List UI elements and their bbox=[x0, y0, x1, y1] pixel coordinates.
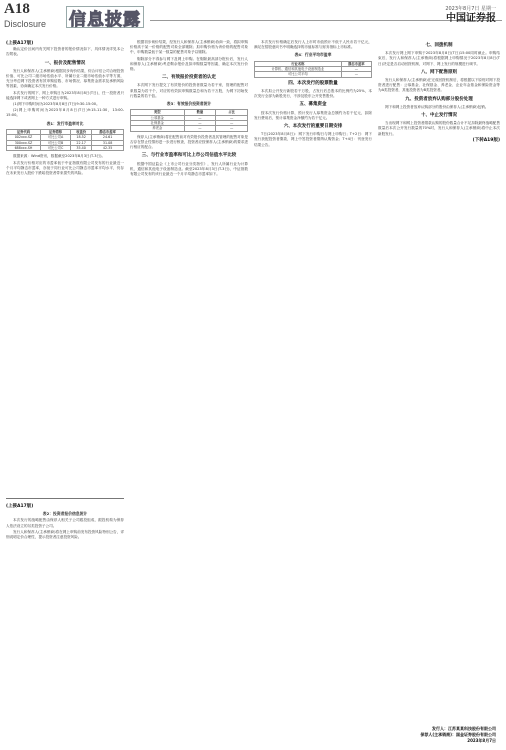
paragraph: 本次发行网上网下申购于2023年8月8日(T日)15:00同时截止。申购结束后，发行人和保荐人(主承销商)将根据网上申购情况于2023年8月8日(T日)决定是否启动回拨机制，对网下、网上发行的规模进行调节。 bbox=[378, 51, 500, 66]
table-cell: 002xxx.SZ bbox=[7, 135, 41, 140]
paragraph: 发行人和保荐人(主承销商)在完成回拨机制后，将根据以下原则对网下投资者进行配售：公募基金、社保基金、养老金、企业年金基金和保险资金等为A类投资者，其他投资者为B类投资者。 bbox=[378, 78, 500, 93]
table-cell: 可比公司B bbox=[40, 140, 70, 145]
table-header-cell: 静态市盈率 bbox=[341, 61, 371, 66]
paragraph: 根据初步询价结果，经发行人和保荐人(主承销商)协商一致，将拟申购价格高于某一价格的配售对象全部剔除；拟申购价格为该价格的配售对象中，申购数量低于某一数量的配售对象予以剔除。 bbox=[130, 40, 248, 55]
paragraph: 本次拟公开发行新股若干万股，占发行后总股本的比例约为25%，本次发行全部为新股发行，不涉及股东公开发售股份。 bbox=[254, 89, 372, 99]
subheading: 八、网下配售原则 bbox=[421, 69, 457, 75]
continued-marker: (上接A17版) bbox=[6, 504, 34, 509]
paragraph: 本次网下发行提交了有效报价的投资者数量为若干家，管理的配售对象数量为若干个，对应的有效拟申购数量总和为若干万股，为网下初始发行数量的若干倍。 bbox=[130, 83, 248, 98]
subheading: 三、与行业市盈率和可比上市公司估值水平比较 bbox=[141, 153, 237, 159]
masthead: 中国证券报 bbox=[446, 13, 496, 24]
subheading: 十、中止发行情况 bbox=[421, 113, 457, 119]
subheading: 七、回拨机制 bbox=[425, 43, 453, 48]
continued-marker: (上接A17版) bbox=[6, 41, 34, 46]
table-cell: — bbox=[184, 121, 216, 126]
industry-pe-table bbox=[254, 61, 372, 78]
table-cell: 24.61 bbox=[92, 135, 124, 140]
paragraph: 按本次发行价格计算，预计发行人募集资金总额约为若干亿元，扣除发行费用后，预计募集资金净额约为若干亿元。 bbox=[254, 110, 372, 120]
subheading: 九、投资者放弃认购部分股份处理 bbox=[405, 96, 473, 102]
table-header-cell: 证券代码 bbox=[7, 129, 41, 134]
paragraph: 保荐人(主承销商)将在配售前对有效报价投资者及其管理的配售对象是否存在禁止性情形进一步进行核查，投资者应按保荐人(主承销商)的要求进行相应的配合。 bbox=[130, 134, 248, 150]
table-row bbox=[255, 72, 372, 77]
table-cell: 42.35 bbox=[92, 146, 124, 151]
table-cell: 22.17 bbox=[71, 140, 92, 145]
table-header-cell: 类型 bbox=[131, 110, 185, 115]
table-note: 数据来源：Wind资讯，数据截至2023年8月3日(T-3日)。 bbox=[13, 154, 106, 159]
paragraph: 本次发行价格对应的市盈率低于中证指数有限公司发布的行业最近一个月平均静态市盈率，亦低于同行业可比公司静态市盈率平均水平，仍存在未来发行人股价下跌给投资者带来损失的风险。 bbox=[6, 160, 124, 176]
subheading: 五、募集资金 bbox=[299, 102, 327, 108]
paragraph: 网下和网上投资者放弃认购部分的股份由保荐人(主承销商)包销。 bbox=[385, 104, 489, 109]
table-cell: 可比公司C bbox=[40, 146, 70, 151]
table-cell: — bbox=[341, 72, 371, 77]
investor-table bbox=[130, 109, 248, 132]
paragraph: T日(2023年8月8日)：网下发行申购日与网上申购日；T+2日：网下发行获配投资者缴款，网上中签投资者缴纳认购资金；T+4日：刊登发行结果公告。 bbox=[254, 132, 372, 147]
table-cell: 18.52 bbox=[71, 135, 92, 140]
table-cell: — bbox=[184, 126, 216, 131]
table-cell: 养老金 bbox=[131, 126, 185, 131]
paragraph: (2)网上申购时间为2023年8月8日(T日)9:15-11:30，13:00-15:00。 bbox=[6, 108, 124, 118]
table-header-cell: 行业名称 bbox=[255, 61, 342, 66]
paragraph: 发行人和保荐人(主承销商)根据初步询价结果，综合评估公司合理投资价值、可比公司二级市场估值水平、所属行业二级市场估值水平等方面，充分考虑网下投资者有效申购倍数、市场情况、募集资金需求及承销风险等因素，协商确定本次发行价格。 bbox=[6, 68, 124, 89]
table-row bbox=[7, 146, 124, 151]
table-cell: 公募基金 bbox=[131, 115, 185, 120]
paragraph: 发行人和保荐人(主承销商)将在网上申购前发布投资风险特别公告，详细说明定价合理性，提示投资者注意投资风险。 bbox=[6, 529, 124, 540]
table-cell: 可比公司A bbox=[40, 135, 70, 140]
paragraph: 剔除部分不得参与网下及网上申购。在剔除最高部分报价后，发行人和保荐人(主承销商)考虑剩余报价及拟申购数量等因素，确定本次发行价格。 bbox=[130, 56, 248, 72]
table-title: 表1：发行市盈率对比 bbox=[46, 120, 84, 126]
table-cell: 300xxx.SZ bbox=[7, 140, 41, 145]
footer-date: 2023年8月7日 bbox=[467, 738, 496, 743]
table-cell: 31.08 bbox=[92, 140, 124, 145]
table-cell: — bbox=[216, 115, 248, 120]
paragraph: 根据中国证监会《上市公司行业分类指引》，发行人所属行业为计算机、通信和其他电子设备制造业。截至2023年8月3日(T-3日)，中证指数有限公司发布的该行业最近一个月平均静态市盈率如下。 bbox=[130, 161, 248, 177]
paragraph: 本次发行的战略配售由保荐人相关子公司跟投组成，跟投机构为保荐人依法设立的另类投资子公司。 bbox=[6, 518, 124, 528]
table-header-cell: 证券简称 bbox=[40, 129, 70, 134]
continued-marker: (下转A19版) bbox=[472, 137, 500, 143]
section-label-cn: 信息披露 bbox=[66, 6, 144, 28]
table-cell: 社保基金 bbox=[131, 121, 185, 126]
paragraph: 本次发行价格确定后发行人上市时市值预计不低于人民币若干亿元，满足在招股意向书中明确选择的市值标准与财务指标上市标准。 bbox=[254, 40, 372, 50]
footer bbox=[420, 726, 496, 744]
table-cell: — bbox=[184, 115, 216, 120]
section-label-en: Disclosure bbox=[4, 19, 47, 29]
comparison-table bbox=[6, 129, 124, 152]
column-3 bbox=[254, 40, 372, 720]
subheading: 四、本次发行的股票数量 bbox=[288, 80, 338, 86]
table-header-cell: 静态市盈率 bbox=[92, 129, 124, 134]
paragraph: 确认定价区间内有关网下投资者的报价情况如下，具体情况详见本公告附表。 bbox=[6, 47, 124, 57]
paragraph: (1)网下申购时间为2023年8月8日(T日)9:30-15:00。 bbox=[13, 102, 100, 107]
page-header bbox=[0, 0, 506, 34]
table-cell: 可比公司平均 bbox=[255, 72, 342, 77]
table-cell: — bbox=[216, 126, 248, 131]
table-title: 表3：有效报价投资者统计 bbox=[166, 101, 212, 107]
table-header-cell: 数量 bbox=[184, 110, 216, 115]
column-1-lower bbox=[6, 503, 124, 723]
subheading: 一、报价及配售情况 bbox=[44, 60, 86, 66]
table-cell: 35.40 bbox=[71, 146, 92, 151]
issuer-line: 发行人：江苏某某科技股份有限公司 bbox=[432, 726, 496, 731]
table-header-cell: 占比 bbox=[216, 110, 248, 115]
page-number: A18 bbox=[4, 1, 30, 17]
column-2 bbox=[130, 40, 248, 720]
section-divider bbox=[6, 498, 124, 499]
subheading: 六、本次发行的重要日期安排 bbox=[283, 124, 343, 130]
column-4 bbox=[378, 40, 500, 640]
table-header-cell: 收盘价 bbox=[71, 129, 92, 134]
sponsor-line: 保荐人(主承销商)：国金证券股份有限公司 bbox=[420, 732, 496, 737]
paragraph: 当出现网下和网上投资者缴款认购的股份数量合计不足扣除最终战略配售数量后本次公开发行数量的70%时，发行人和保荐人(主承销商)将中止本次新股发行。 bbox=[378, 121, 500, 136]
table-row bbox=[131, 126, 248, 131]
table-cell: 688xxx.SH bbox=[7, 146, 41, 151]
subheading: 二、有效报价投资者的认定 bbox=[162, 75, 216, 81]
paragraph: 本次发行的网下、网上申购日为2023年8月8日(T日)，任一投资者只能选择网下或者网上一种方式进行申购。 bbox=[6, 90, 124, 100]
date-line: 2023年8月7日 星期一 bbox=[445, 6, 496, 12]
table-title: 表4：行业平均市盈率 bbox=[294, 52, 332, 58]
table-cell: 计算机、通信和其他电子设备制造业 bbox=[255, 67, 342, 72]
table-cell: — bbox=[216, 121, 248, 126]
table-cell: — bbox=[341, 67, 371, 72]
table-title: 表2：投资者报价信息统计 bbox=[42, 511, 88, 517]
